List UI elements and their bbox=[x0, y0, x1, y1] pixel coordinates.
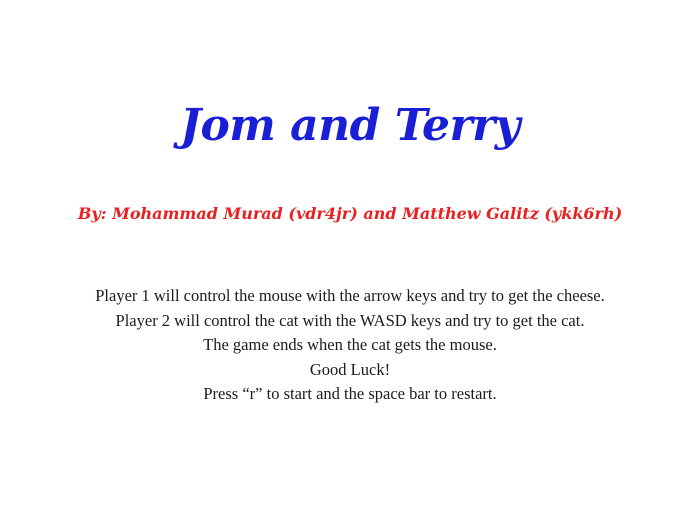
instruction-line-player2: Player 2 will control the cat with the WASD keys and try to get the cat. bbox=[115, 310, 585, 330]
game-title: Jom and Terry bbox=[180, 100, 520, 151]
instructions-block bbox=[0, 284, 700, 407]
instruction-line-controls: Press “r” to start and the space bar to restart. bbox=[203, 384, 497, 403]
instruction-line-good-luck: Good Luck! bbox=[309, 359, 391, 379]
author-byline: By: Mohammad Murad (vdr4jr) and Matthew Galitz (ykk6rh) bbox=[77, 204, 623, 223]
instruction-line-player1: Player 1 will control the mouse with the arrow keys and try to get the cheese. bbox=[95, 286, 605, 305]
instruction-line-game-end: The game ends when the cat gets the mouse. bbox=[203, 335, 497, 354]
